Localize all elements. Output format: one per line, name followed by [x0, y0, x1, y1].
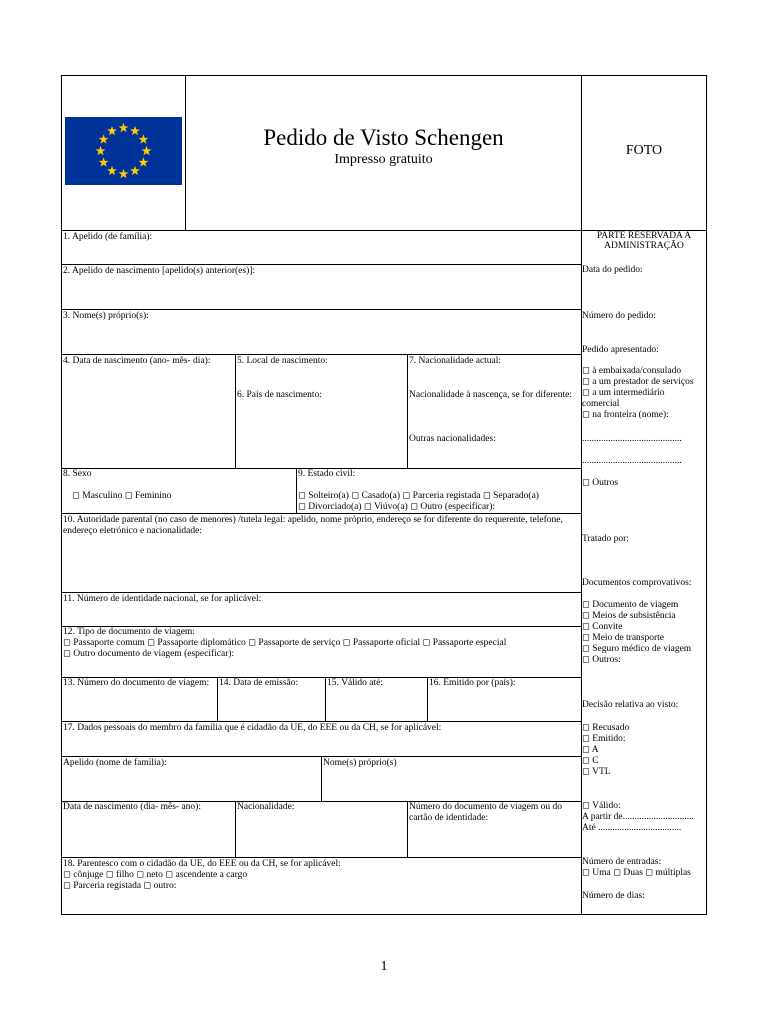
- civil-status-options-1[interactable]: ◻ Solteiro(a) ◻ Casado(a) ◻ Parceria registada ◻ Separado(a): [298, 491, 539, 501]
- admin-number-of-entries: Número de entradas:: [582, 857, 662, 867]
- admin-doc-transport[interactable]: ◻ Meio de transporte: [582, 633, 665, 643]
- field-family-date-of-birth[interactable]: Data de nascimento (dia- mês- ano):: [63, 802, 201, 812]
- field-other-nationalities[interactable]: Outras nacionalidades:: [409, 434, 496, 444]
- flag-star-icon: [130, 126, 140, 135]
- admin-doc-means-of-subsistence[interactable]: ◻ Meios de subsistência: [582, 611, 676, 621]
- row-line: [61, 264, 582, 265]
- field-family-first-names[interactable]: Nome(s) próprio(s): [323, 758, 397, 768]
- field-surname[interactable]: 1. Apelido (de família):: [63, 232, 153, 242]
- civil-status-options-2[interactable]: ◻ Divorciado(a) ◻ Viúvo(a) ◻ Outro (especificar):: [298, 502, 496, 512]
- field-travel-document-type: 12. Tipo de documento de viagem:: [63, 627, 195, 637]
- field-place-of-birth[interactable]: 5. Local de nascimento:: [237, 356, 328, 366]
- flag-star-icon: [99, 157, 109, 166]
- form-title: Pedido de Visto Schengen: [263, 125, 504, 150]
- flag-star-icon: [107, 126, 117, 135]
- admin-dots-1: ..........................................: [582, 434, 682, 444]
- page-number: 1: [380, 959, 388, 974]
- flag-star-icon: [107, 166, 117, 175]
- flag-star-icon: [138, 134, 148, 143]
- flag-star-icon: [119, 169, 129, 178]
- field-eu-family-member: 17. Dados pessoais do membro da família que é cidadão da UE, do EEE ou da CH, se for aplicável:: [63, 723, 442, 733]
- field-date-of-issue[interactable]: 14. Data de emissão:: [219, 678, 299, 688]
- field-family-nationality[interactable]: Nacionalidade:: [237, 802, 295, 812]
- admin-valid-from: A partir de..............................: [582, 812, 694, 822]
- admin-entries-options[interactable]: ◻ Uma ◻ Duas ◻ múltiplas: [582, 868, 691, 878]
- form-subtitle: Impresso gratuito: [334, 152, 433, 167]
- admin-dots-2: ..........................................: [582, 456, 682, 466]
- flag-star-icon: [142, 146, 152, 155]
- cell-divider: [296, 468, 297, 513]
- admin-visa-decision: Decisão relativa ao visto:: [582, 700, 679, 710]
- admin-supporting-documents: Documentos comprovativos:: [582, 578, 692, 588]
- cell-divider: [325, 677, 326, 721]
- cell-divider: [321, 756, 322, 801]
- flag-star-icon: [99, 134, 109, 143]
- flag-star-icon: [119, 123, 129, 132]
- field-current-nationality[interactable]: 7. Nacionalidade actual:: [409, 356, 502, 366]
- relationship-options-2[interactable]: ◻ Parceria registada ◻ outro:: [63, 881, 177, 891]
- admin-doc-travel-document[interactable]: ◻ Documento de viagem: [582, 600, 679, 610]
- field-national-id[interactable]: 11. Número de identidade nacional, se for aplicável:: [63, 594, 262, 604]
- field-civil-status: 9. Estado civil:: [298, 469, 356, 479]
- cell-divider: [407, 801, 408, 857]
- flag-star-icon: [130, 166, 140, 175]
- field-country-of-birth[interactable]: 6. País de nascimento:: [237, 390, 322, 400]
- admin-lodged-embassy[interactable]: ◻ à embaixada/consulado: [582, 366, 682, 376]
- field-parental-authority[interactable]: 10. Autoridade parental (no caso de menores) /tutela legal: apelido, nome próprio, endereço se for diferente do requerente, telefone, endereço eletrónico e nacionalidade:: [63, 515, 563, 536]
- relationship-options-1[interactable]: ◻ cônjuge ◻ filho ◻ neto ◻ ascendente a cargo: [63, 870, 248, 880]
- row-line: [61, 592, 582, 593]
- cell-divider: [235, 801, 236, 857]
- eu-flag-icon: [65, 117, 182, 185]
- admin-application-number: Número do pedido:: [582, 311, 656, 321]
- admin-decision-issued[interactable]: ◻ Emitido:: [582, 734, 626, 744]
- admin-date-of-application: Data do pedido:: [582, 265, 643, 275]
- flag-star-icon: [138, 157, 148, 166]
- admin-valid[interactable]: ◻ Válido:: [582, 801, 621, 811]
- admin-number-of-days: Número de dias:: [582, 891, 645, 901]
- form-border-right: [706, 75, 707, 915]
- admin-lodged-at: Pedido apresentado:: [582, 345, 659, 355]
- field-issued-by[interactable]: 16. Emitido por (país):: [429, 678, 516, 688]
- admin-lodged-intermediary-cont: comercial: [582, 399, 620, 409]
- field-first-names[interactable]: 3. Nome(s) próprio(s):: [63, 311, 149, 321]
- form-border-left: [61, 75, 62, 915]
- row-line: [61, 857, 582, 858]
- cell-divider: [217, 677, 218, 721]
- field-sex: 8. Sexo: [63, 469, 92, 479]
- admin-lodged-border[interactable]: ◻ na fronteira (nome):: [582, 410, 669, 420]
- row-line: [61, 513, 582, 514]
- admin-decision-vtl[interactable]: ◻ VTL: [582, 767, 611, 777]
- admin-lodged-others[interactable]: ◻ Outros: [582, 478, 619, 488]
- field-relationship: 18. Parentesco com o cidadão da UE, do EEE ou da CH, se for aplicável:: [63, 859, 341, 869]
- cell-divider: [235, 354, 236, 468]
- field-family-surname[interactable]: Apelido (nome de família):: [63, 758, 167, 768]
- field-travel-document-number[interactable]: 13. Número do documento de viagem:: [63, 678, 210, 688]
- admin-handled-by: Tratado por:: [582, 534, 629, 544]
- field-nationality-at-birth[interactable]: Nacionalidade à nascença, se for diferente:: [409, 390, 572, 400]
- field-family-document-number[interactable]: Número do documento de viagem ou do cartão de identidade:: [409, 802, 563, 823]
- admin-lodged-intermediary[interactable]: ◻ a um intermediário: [582, 388, 665, 398]
- flag-star-icon: [96, 146, 106, 155]
- form-border-bottom: [61, 914, 707, 915]
- field-surname-at-birth[interactable]: 2. Apelido de nascimento [apelido(s) anterior(es)]:: [63, 266, 256, 276]
- admin-lodged-service-provider[interactable]: ◻ a um prestador de serviços: [582, 377, 694, 387]
- admin-doc-travel-insurance[interactable]: ◻ Seguro médico de viagem: [582, 644, 692, 654]
- cell-divider: [407, 354, 408, 468]
- admin-column-divider: [581, 75, 582, 915]
- row-line: [61, 309, 582, 310]
- field-date-of-birth[interactable]: 4. Data de nascimento (ano- mês- dia):: [63, 356, 211, 366]
- row-line: [61, 354, 582, 355]
- row-line: [61, 721, 582, 722]
- admin-decision-c[interactable]: ◻ C: [582, 756, 599, 766]
- field-valid-until[interactable]: 15. Válido até:: [327, 678, 384, 688]
- travel-document-options-2[interactable]: ◻ Outro documento de viagem (especificar):: [63, 649, 235, 659]
- travel-document-options-1[interactable]: ◻ Passaporte comum ◻ Passaporte diplomático ◻ Passaporte de serviço ◻ Passaporte oficial ◻ Passaporte especial: [63, 638, 507, 648]
- form-border-top: [61, 75, 707, 76]
- admin-doc-invitation[interactable]: ◻ Convite: [582, 622, 623, 632]
- photo-box[interactable]: FOTO: [625, 143, 663, 158]
- admin-decision-refused[interactable]: ◻ Recusado: [582, 723, 630, 733]
- cell-divider: [427, 677, 428, 721]
- admin-valid-until: Até ...................................: [582, 823, 682, 833]
- admin-section-header: PARTE RESERVADA A ADMINISTRAÇÃO: [596, 231, 692, 251]
- sex-options[interactable]: ◻ Masculino ◻ Feminino: [72, 491, 172, 501]
- admin-doc-others[interactable]: ◻ Outros:: [582, 655, 621, 665]
- admin-decision-a[interactable]: ◻ A: [582, 745, 599, 755]
